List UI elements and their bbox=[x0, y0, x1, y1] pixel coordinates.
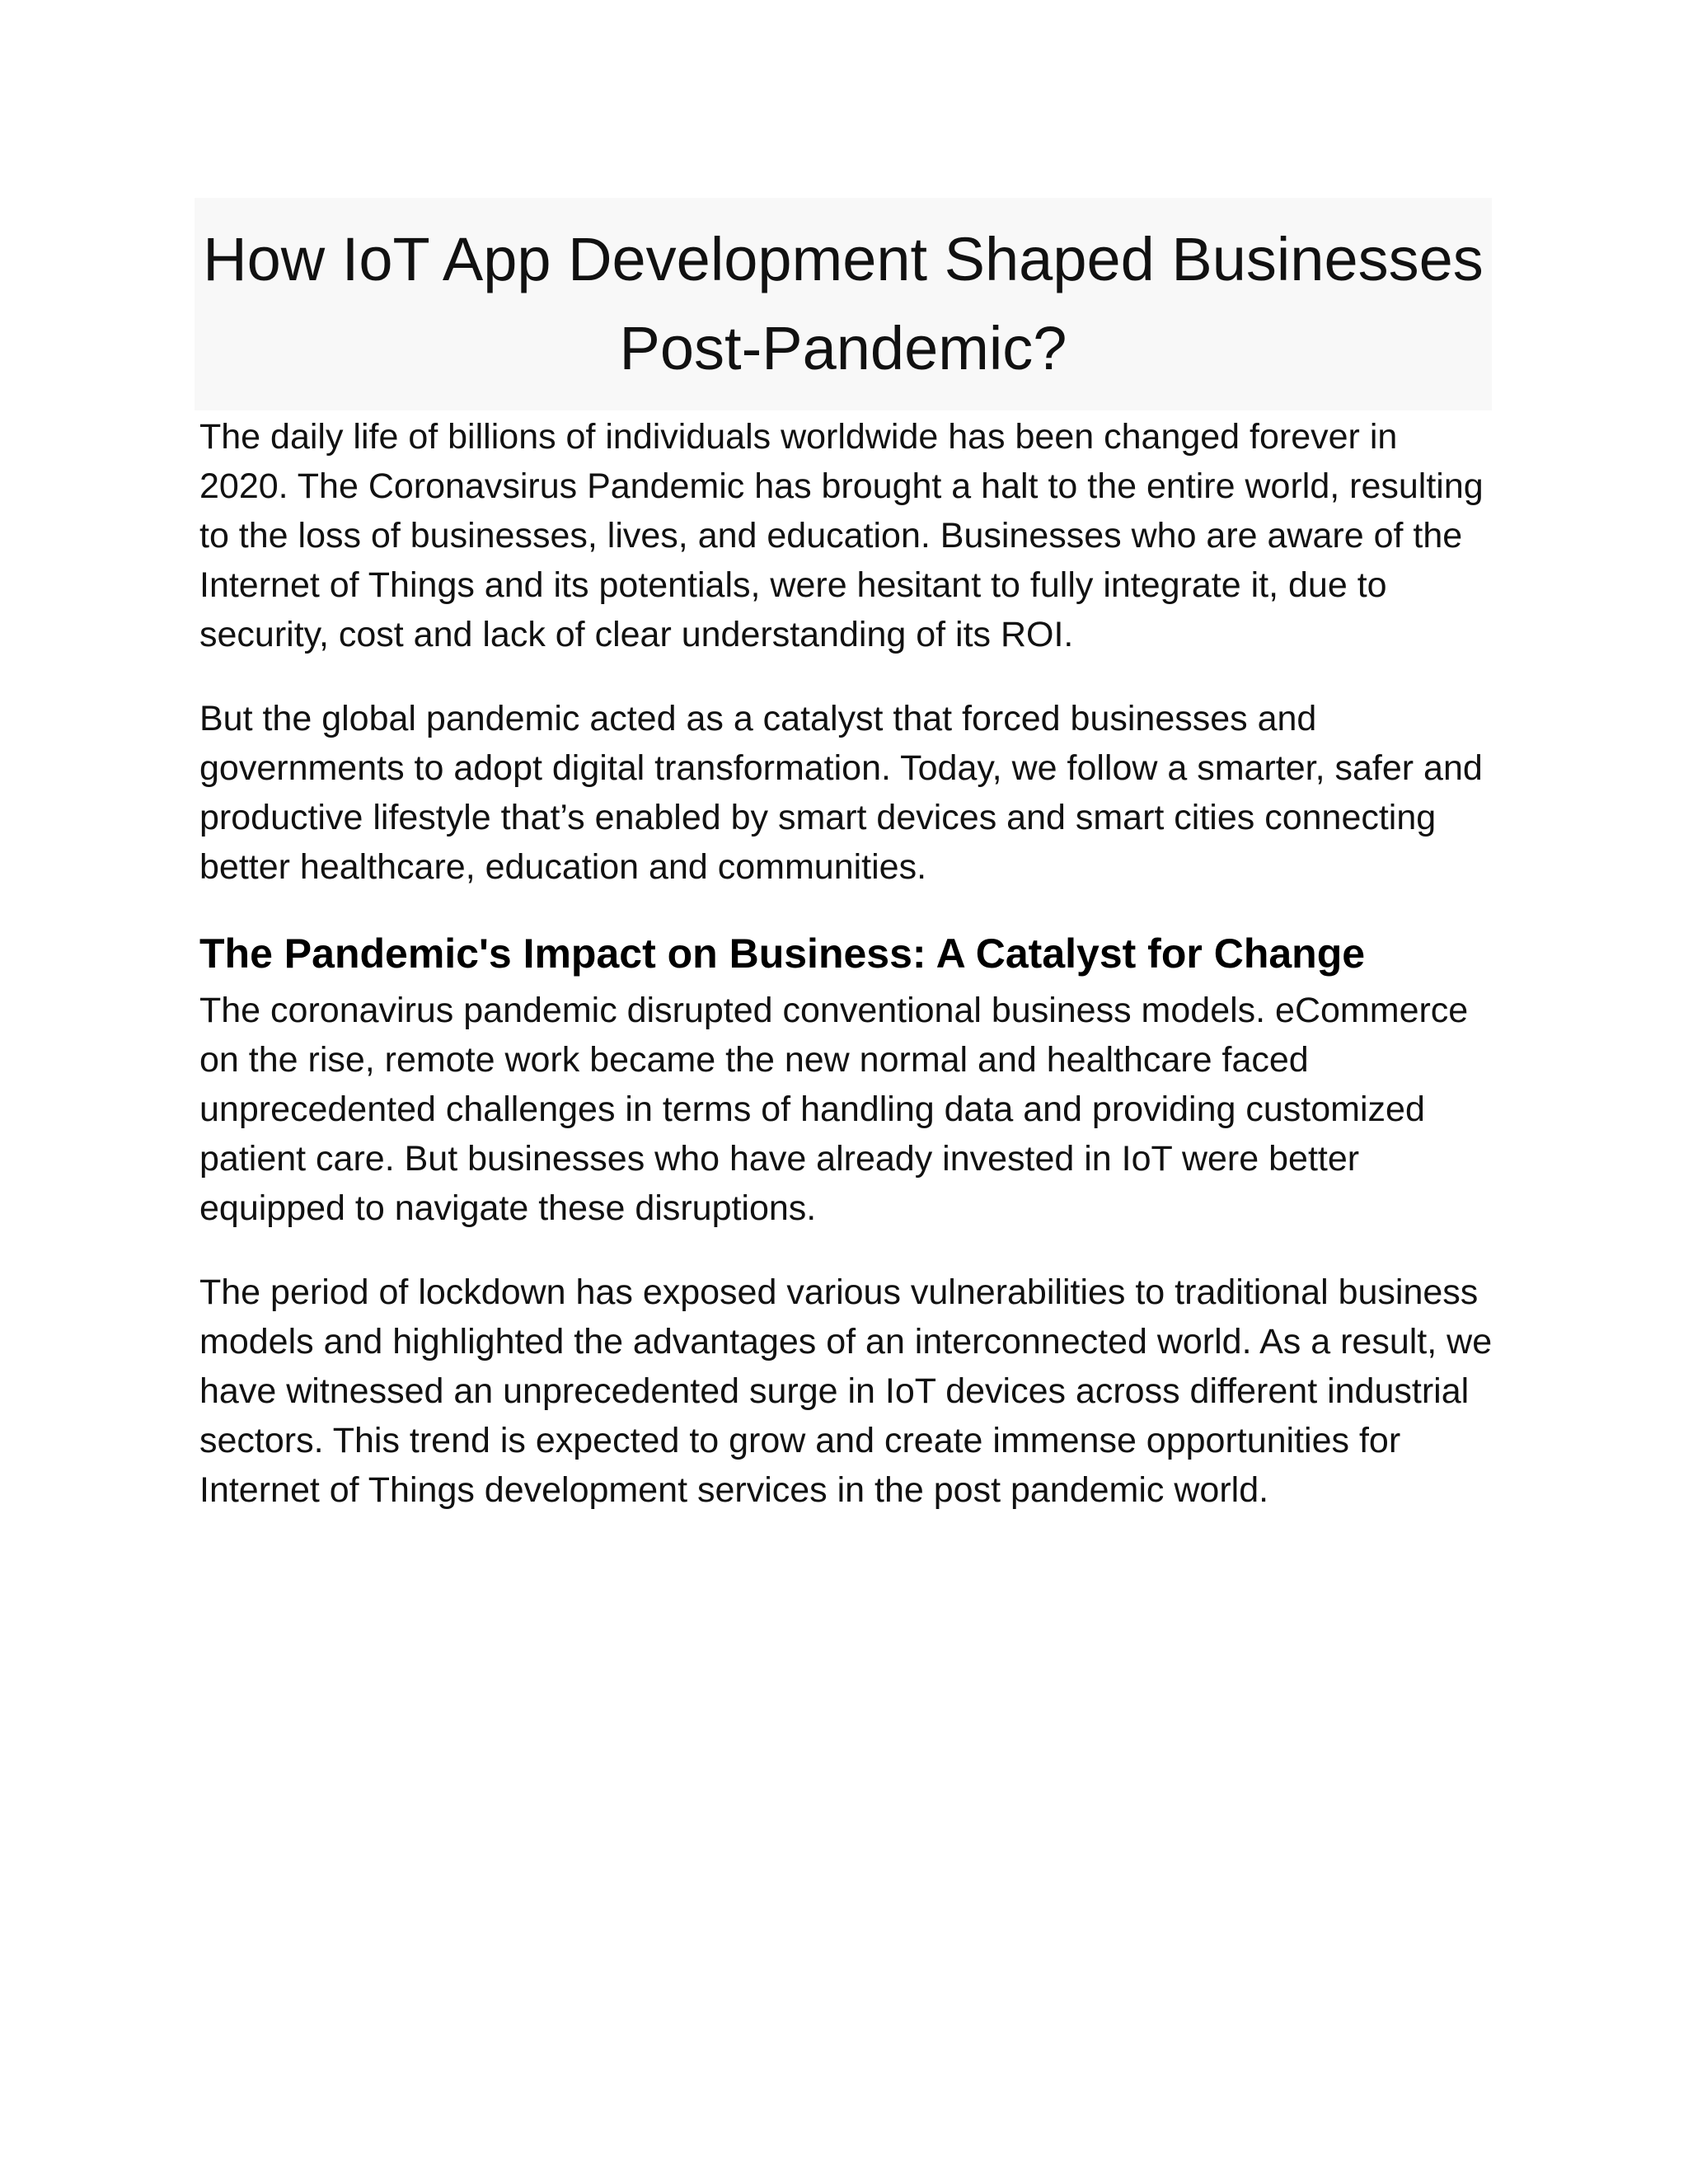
intro-paragraph-2: But the global pandemic acted as a catalyst that forced businesses and governments to adopt digital transformation. Today, we follow a smarter, safer and productive lifestyle that’s enabled by smart devices and smart cities connecting better healthcare, education and communities. bbox=[199, 699, 1483, 887]
section-paragraph-2: The period of lockdown has exposed various vulnerabilities to traditional business models and highlighted the advantages of an interconnected world. As a result, we have witnessed an unprecedented surge in IoT devices across different industrial sectors. This trend is expected to grow and create immense opportunities for Internet of Things development services in the post pandemic world. bbox=[199, 1272, 1493, 1510]
document-title: How IoT App Development Shaped Businesses Post-Pandemic? bbox=[203, 225, 1484, 382]
document-body bbox=[199, 412, 1493, 1549]
section-heading: The Pandemic's Impact on Business: A Catalyst for Change bbox=[199, 930, 1366, 977]
section-paragraph-1: The coronavirus pandemic disrupted conventional business models. eCommerce on the rise, remote work became the new normal and healthcare faced unprecedented challenges in terms of handling data and providing customized patient care. But businesses who have already invested in IoT were better equipped to navigate these disruptions. bbox=[199, 991, 1469, 1228]
intro-paragraph-1: The daily life of billions of individuals worldwide has been changed forever in 2020. The Coronavsirus Pandemic has brought a halt to the entire world, resulting to the loss of businesses, lives, and education. Businesses who are aware of the Internet of Things and its potentials, were hesitant to fully integrate it, due to security, cost and lack of clear understanding of its ROI. bbox=[199, 417, 1484, 654]
title-banner bbox=[195, 198, 1492, 410]
